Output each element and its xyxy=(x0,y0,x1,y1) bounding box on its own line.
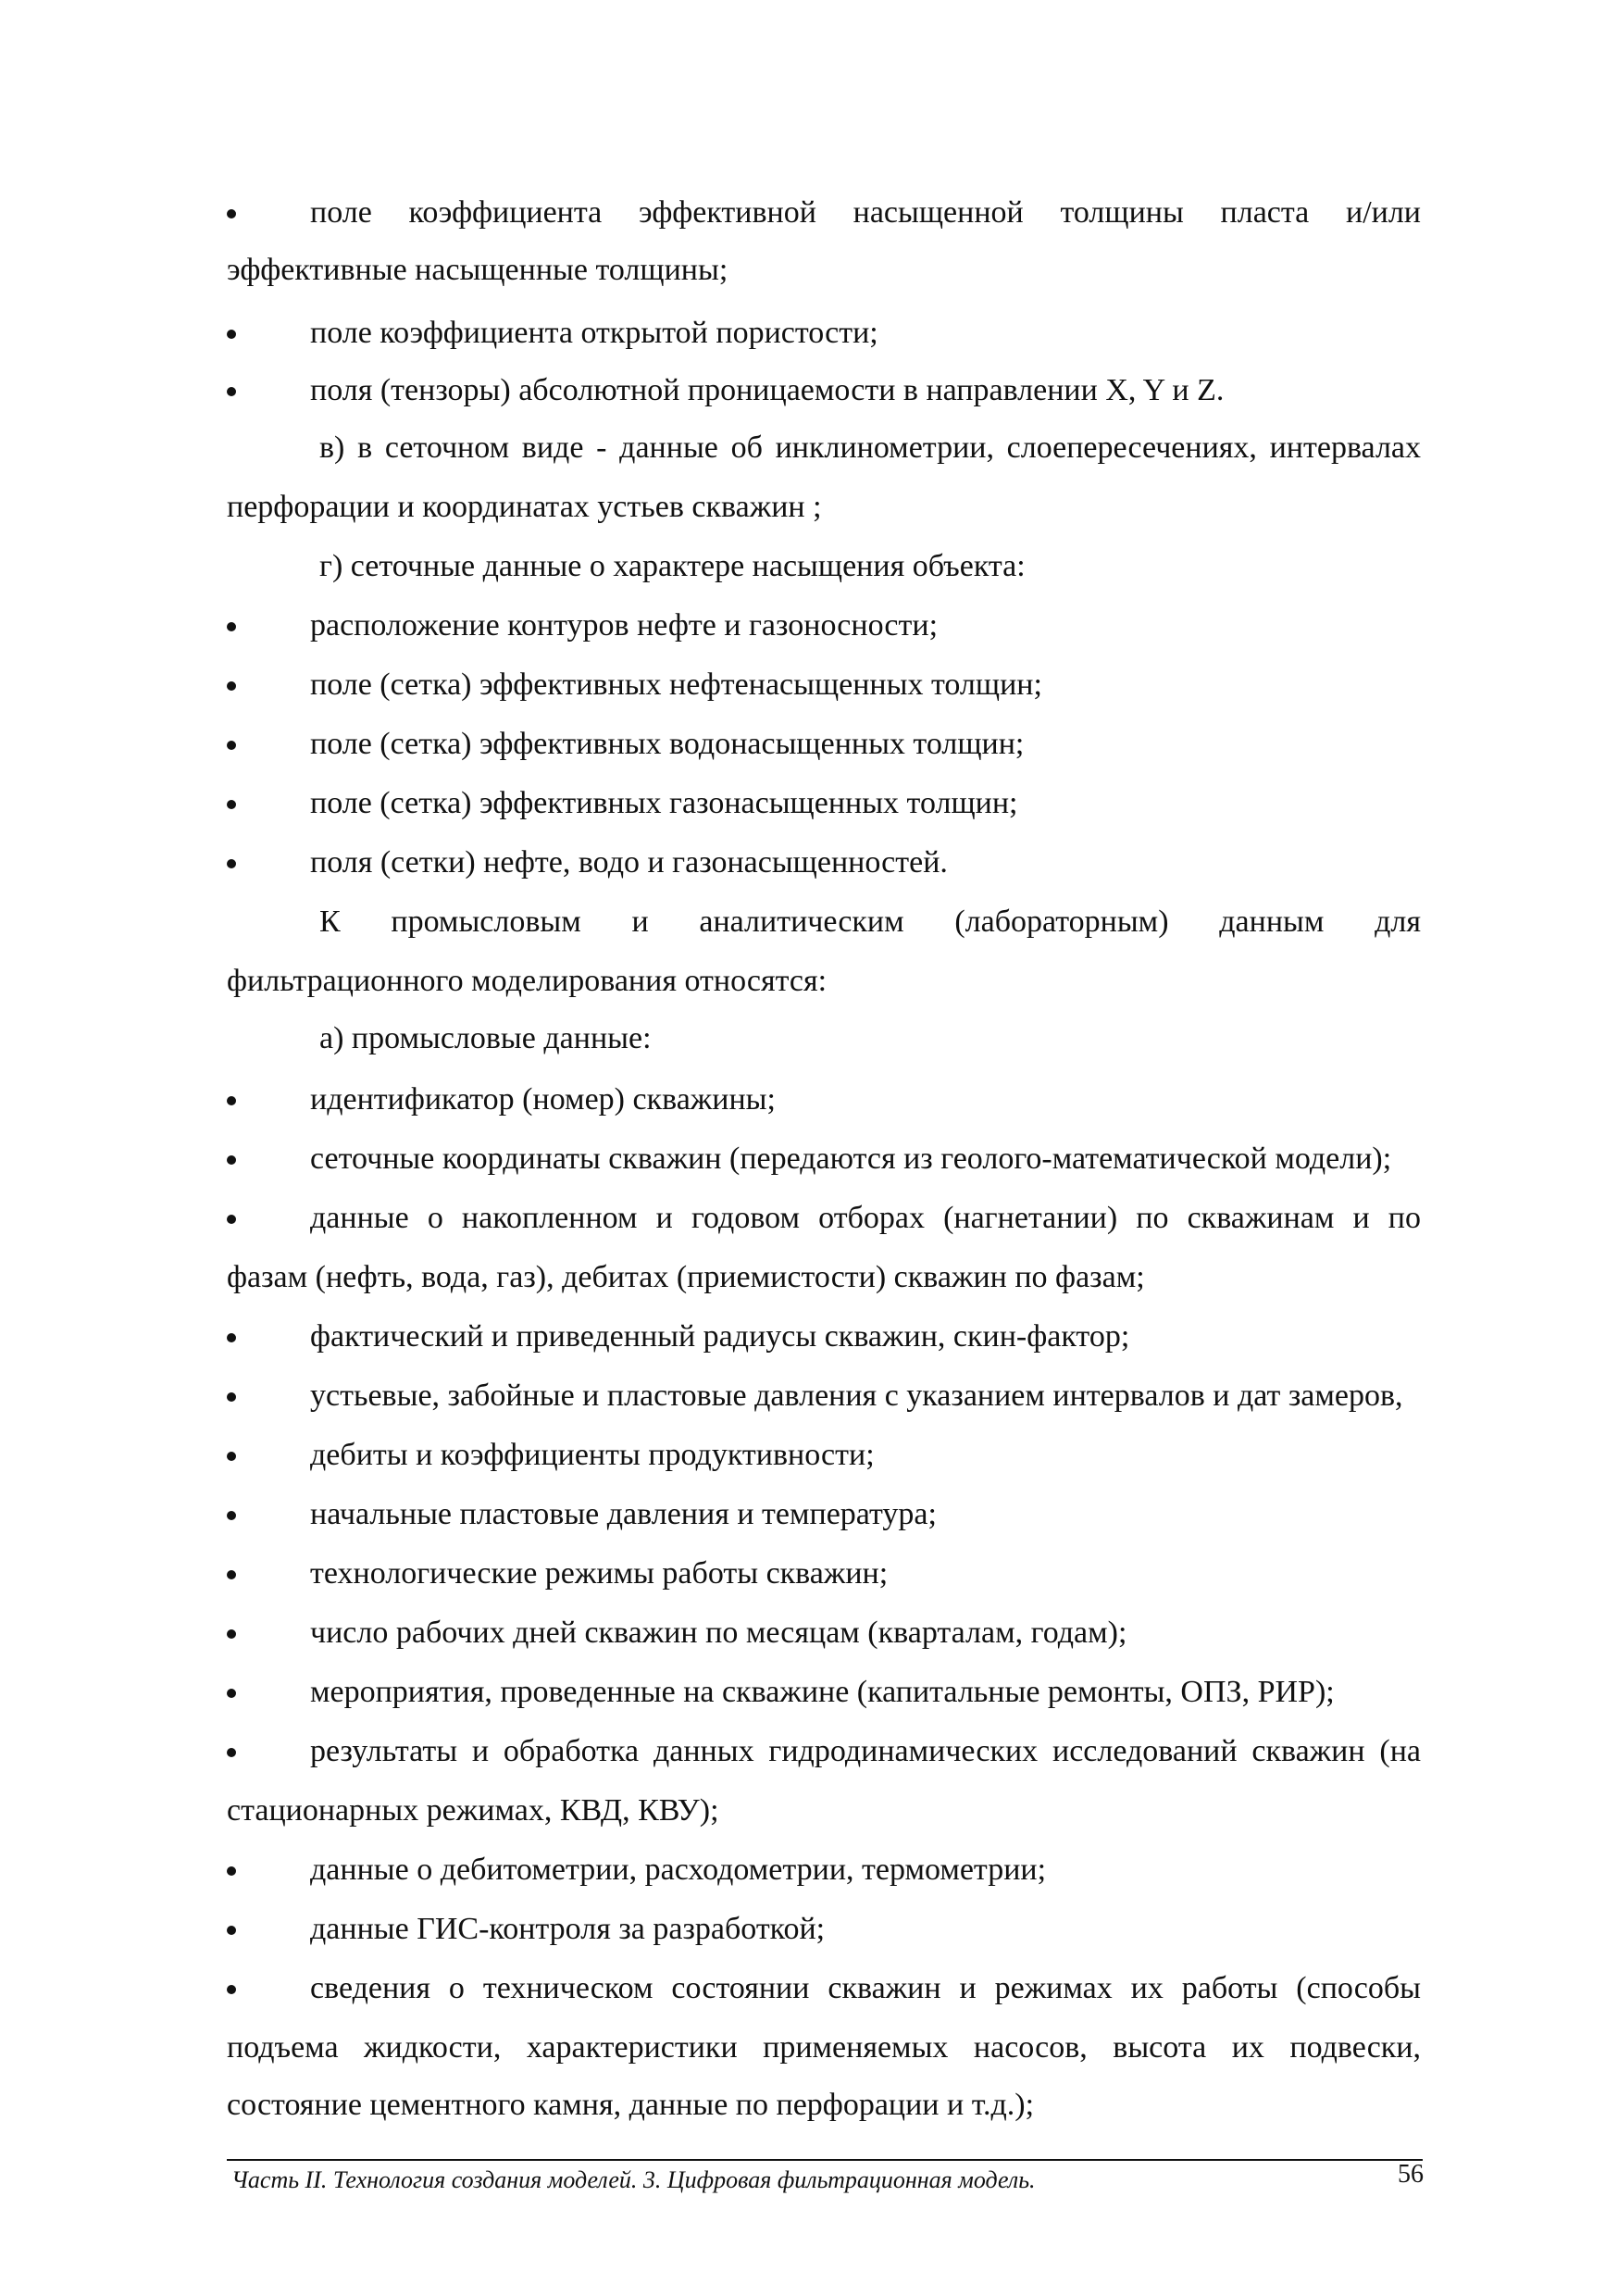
bullet-marker xyxy=(227,859,236,868)
paragraph-line: данные ГИС-контроля за разработкой; xyxy=(310,1912,826,1946)
paragraph-line: число рабочих дней скважин по месяцам (кварталам, годам); xyxy=(310,1616,1127,1650)
bullet-marker xyxy=(227,1215,236,1224)
section-heading: г) сеточные данные о характере насыщения объекта: xyxy=(319,549,1026,583)
paragraph-line: состояние цементного камня, данные по перфорации и т.д.); xyxy=(227,2088,1035,2122)
bullet-marker xyxy=(227,681,236,691)
bullet-marker xyxy=(227,1096,236,1105)
bullet-marker xyxy=(227,1926,236,1935)
paragraph-line: К промысловым и аналитическим (лабораторным) данным для xyxy=(319,905,1421,939)
paragraph-line: эффективные насыщенные толщины; xyxy=(227,253,728,287)
paragraph-line: поле (сетка) эффективных нефтенасыщенных толщин; xyxy=(310,668,1042,702)
bullet-marker xyxy=(227,1511,236,1520)
page-number: 56 xyxy=(1398,2160,1424,2189)
paragraph-line: технологические режимы работы скважин; xyxy=(310,1556,889,1591)
paragraph-line: сеточные координаты скважин (передаются из геолого-математической модели); xyxy=(310,1142,1392,1176)
bullet-marker xyxy=(227,800,236,809)
bullet-marker xyxy=(227,622,236,631)
section-heading: а) промысловые данные: xyxy=(319,1021,652,1055)
bullet-marker xyxy=(227,1392,236,1402)
paragraph-line: поле (сетка) эффективных водонасыщенных толщин; xyxy=(310,727,1025,761)
paragraph-line: результаты и обработка данных гидродинамических исследований скважин (на xyxy=(310,1734,1421,1768)
bullet-marker xyxy=(227,209,236,218)
paragraph-line: устьевые, забойные и пластовые давления с указанием интервалов и дат замеров, xyxy=(310,1379,1403,1413)
bullet-marker xyxy=(227,1570,236,1579)
paragraph-line: данные о накопленном и годовом отборах (нагнетании) по скважинам и по xyxy=(310,1201,1421,1235)
bullet-marker xyxy=(227,330,236,339)
paragraph-line: фактический и приведенный радиусы скважин, скин-фактор; xyxy=(310,1319,1130,1354)
paragraph-line: поле (сетка) эффективных газонасыщенных толщин; xyxy=(310,786,1018,820)
paragraph-line: перфорации и координатах устьев скважин ; xyxy=(227,490,822,524)
paragraph-line: данные о дебитометрии, расходометрии, термометрии; xyxy=(310,1853,1047,1887)
paragraph-line: дебиты и коэффициенты продуктивности; xyxy=(310,1438,875,1472)
bullet-marker xyxy=(227,387,236,396)
paragraph-line: поле коэффициента открытой пористости; xyxy=(310,316,878,350)
paragraph-line: поля (сетки) нефте, водо и газонасыщенностей. xyxy=(310,845,948,880)
paragraph-line: поле коэффициента эффективной насыщенной толщины пласта и/или xyxy=(310,195,1421,230)
bullet-marker xyxy=(227,1333,236,1342)
paragraph-line: идентификатор (номер) скважины; xyxy=(310,1082,776,1117)
paragraph-line: фильтрационного моделирования относятся: xyxy=(227,964,828,998)
running-footer: Часть II. Технология создания моделей. 3. Цифровая фильтрационная модель. xyxy=(231,2166,1036,2193)
paragraph-line: в) в сеточном виде - данные об инклинометрии, слоепересечениях, интервалах xyxy=(319,430,1421,465)
paragraph-line: подъема жидкости, характеристики применяемых насосов, высота их подвески, xyxy=(227,2030,1421,2065)
footer-divider xyxy=(227,2159,1423,2161)
bullet-marker xyxy=(227,1629,236,1639)
paragraph-line: сведения о техническом состоянии скважин и режимах их работы (способы xyxy=(310,1971,1421,2005)
paragraph-line: поля (тензоры) абсолютной проницаемости в направлении X, Y и Z. xyxy=(310,373,1225,407)
paragraph-line: фазам (нефть, вода, газ), дебитах (приемистости) скважин по фазам; xyxy=(227,1260,1145,1294)
bullet-marker xyxy=(227,1689,236,1698)
bullet-marker xyxy=(227,741,236,750)
bullet-marker xyxy=(227,1866,236,1876)
paragraph-line: начальные пластовые давления и температура; xyxy=(310,1497,937,1531)
paragraph-line: мероприятия, проведенные на скважине (капитальные ремонты, ОПЗ, РИР); xyxy=(310,1675,1335,1709)
bullet-marker xyxy=(227,1452,236,1461)
paragraph-line: стационарных режимах, КВД, КВУ); xyxy=(227,1793,719,1828)
bullet-marker xyxy=(227,1748,236,1757)
bullet-marker xyxy=(227,1985,236,1994)
bullet-marker xyxy=(227,1155,236,1165)
paragraph-line: расположение контуров нефте и газоносности; xyxy=(310,608,939,643)
